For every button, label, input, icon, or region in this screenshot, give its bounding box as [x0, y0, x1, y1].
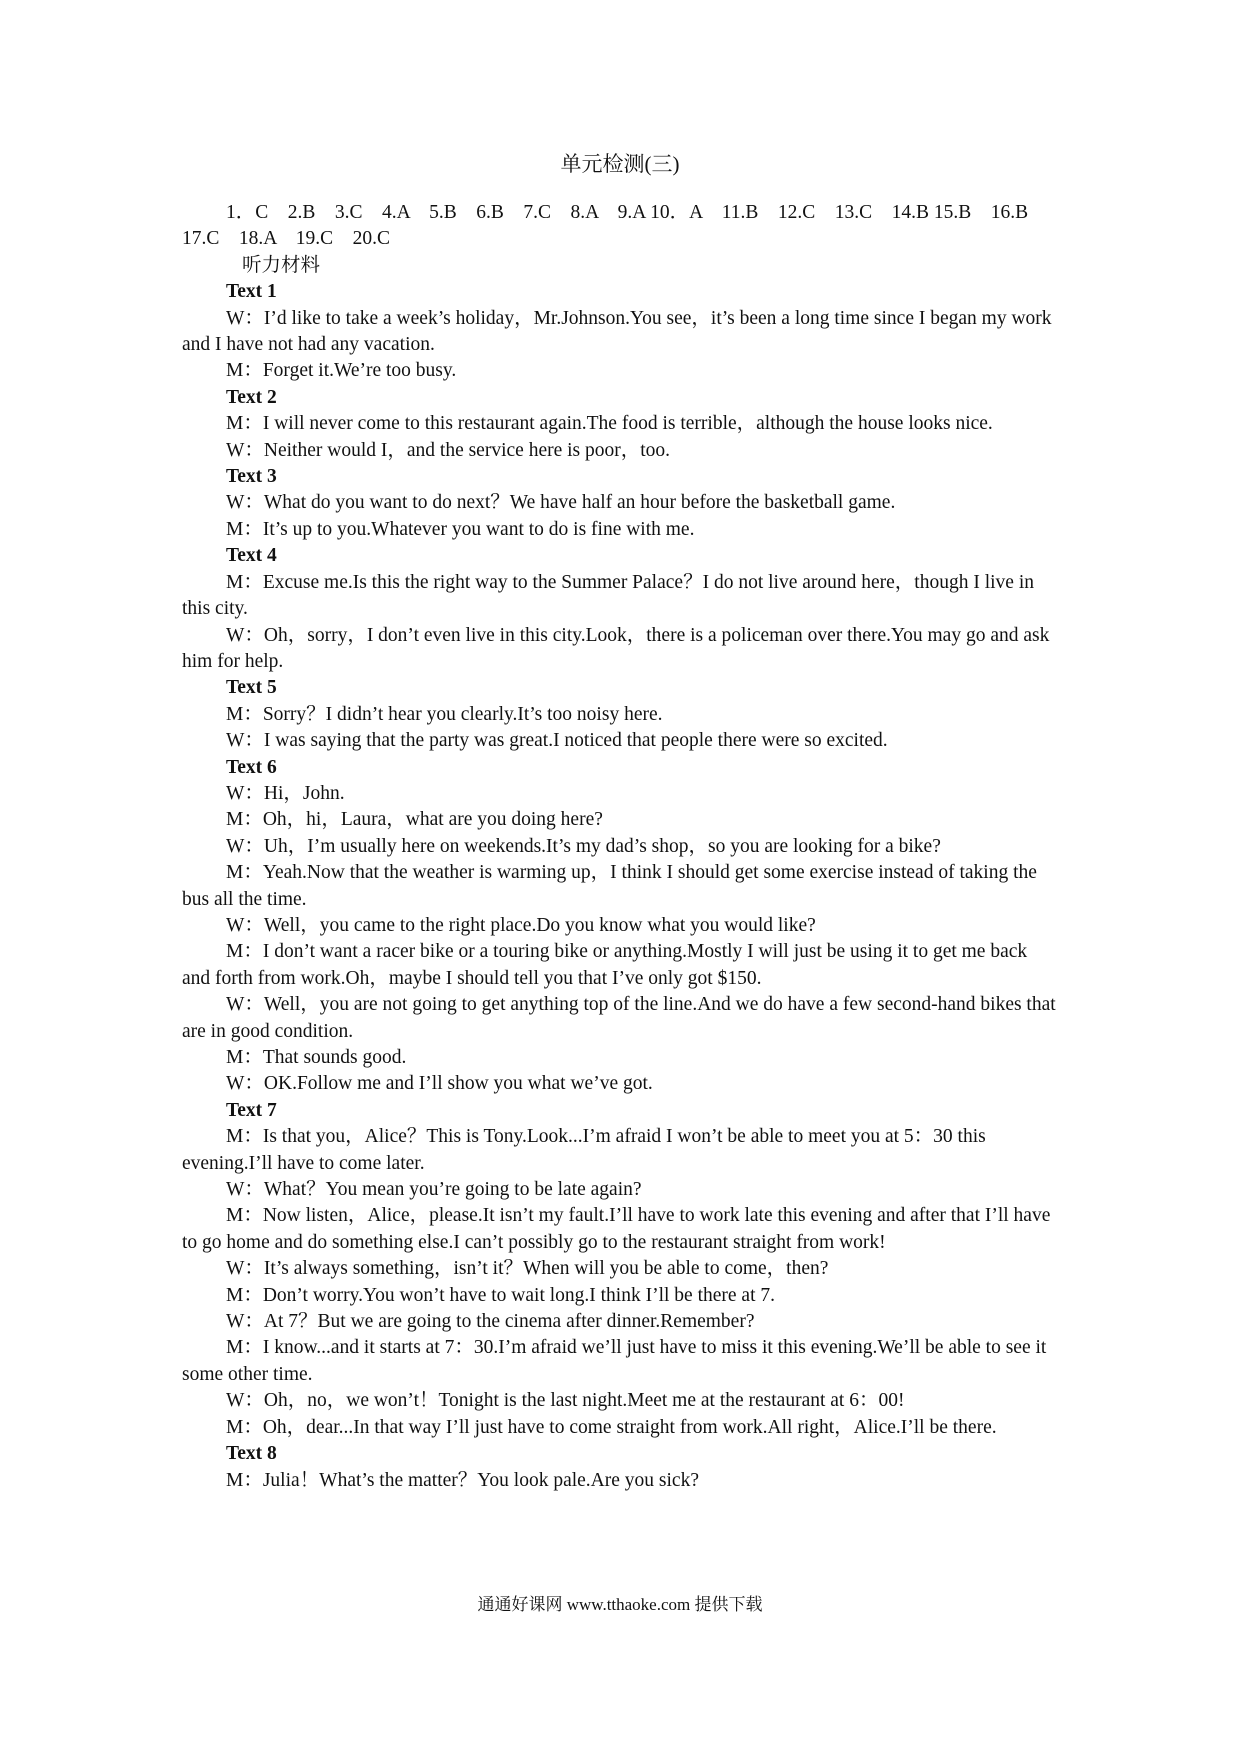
dialogue-line: M：I don’t want a racer bike or a touring bike or anything.Mostly I will just be using it to get me back and forth from work.Oh，maybe I should tell you that I’ve only got $150. — [182, 941, 1028, 989]
dialogue-line: M：It’s up to you.Whatever you want to do is fine with me. — [226, 518, 695, 540]
text-heading: Text 2 — [226, 386, 277, 408]
text-heading: Text 1 — [226, 281, 277, 303]
answer-key: 1．C 2.B 3.C 4.A 5.B 6.B 7.C 8.A 9.A 10．A 11.B 12.C 13.C 14.B 15.B 16.B 17.C 18.A 19.C 20.C — [182, 202, 1048, 250]
transcript — [182, 279, 1059, 1494]
dialogue-line: W：Oh，no，we won’t！Tonight is the last night.Meet me at the restaurant at 6：00! — [226, 1390, 905, 1412]
document-body — [182, 200, 1059, 1494]
dialogue-line: M：Oh，hi，Laura，what are you doing here? — [226, 809, 603, 831]
dialogue-line: W：What？You mean you’re going to be late again? — [226, 1179, 642, 1201]
text-heading: Text 7 — [226, 1099, 277, 1121]
dialogue-line: W：Well，you are not going to get anything top of the line.And we do have a few second-hand bikes that are in good condition. — [182, 994, 1056, 1042]
listening-heading: 听力材料 — [242, 254, 321, 276]
dialogue-line: M：That sounds good. — [226, 1047, 407, 1068]
dialogue-line: M：Don’t worry.You won’t have to wait long.I think I’ll be there at 7. — [226, 1284, 775, 1306]
page-footer: 通通好课网 www.tthaoke.com 提供下载 — [477, 1595, 763, 1614]
dialogue-line: W：What do you want to do next？We have half an hour before the basketball game. — [226, 492, 896, 514]
text-heading: Text 3 — [226, 466, 277, 488]
dialogue-line: M：I know...and it starts at 7：30.I’m afraid we’ll just have to miss it this evening.We’ll be able to see it some other time. — [182, 1337, 1047, 1385]
page-title: 单元检测(三) — [560, 152, 680, 176]
text-heading: Text 8 — [226, 1443, 277, 1465]
dialogue-line: W：I was saying that the party was great.I noticed that people there were so excited. — [226, 730, 888, 752]
dialogue-line: W：At 7？But we are going to the cinema after dinner.Remember? — [226, 1311, 755, 1333]
dialogue-line: W：Uh，I’m usually here on weekends.It’s my dad’s shop，so you are looking for a bike? — [226, 835, 941, 857]
dialogue-line: M：I will never come to this restaurant again.The food is terrible，although the house looks nice. — [226, 413, 993, 435]
dialogue-line: M：Forget it.We’re too busy. — [226, 360, 457, 382]
dialogue-line: M：Excuse me.Is this the right way to the Summer Palace？I do not live around here，though I live in this city. — [182, 571, 1034, 620]
dialogue-line: W：Oh，sorry，I don’t even live in this city.Look，there is a policeman over there.You may go and ask him for help. — [182, 624, 1050, 672]
dialogue-line: W：Well，you came to the right place.Do you know what you would like? — [226, 914, 816, 936]
dialogue-line: M：Yeah.Now that the weather is warming up，I think I should get some exercise instead of taking the bus all the time. — [182, 862, 1037, 910]
dialogue-line: W：OK.Follow me and I’ll show you what we’ve got. — [226, 1073, 653, 1095]
dialogue-line: W：Neither would I，and the service here is poor，too. — [226, 439, 671, 461]
dialogue-line: M：Sorry？I didn’t hear you clearly.It’s too noisy here. — [226, 703, 663, 725]
dialogue-line: M：Julia！What’s the matter？You look pale.Are you sick? — [226, 1469, 699, 1491]
dialogue-line: W：I’d like to take a week’s holiday，Mr.Johnson.You see，it’s been a long time since I began my work and I have not had any vacation. — [182, 307, 1052, 356]
dialogue-line: M：Is that you，Alice？This is Tony.Look...I’m afraid I won’t be able to meet you at 5：30 this evening.I’ll have to come later. — [182, 1126, 986, 1174]
dialogue-line: W：It’s always something，isn’t it？When will you be able to come，then? — [226, 1258, 829, 1280]
text-heading: Text 6 — [226, 756, 277, 778]
dialogue-line: M：Oh，dear...In that way I’ll just have to come straight from work.All right，Alice.I’ll be there. — [226, 1416, 997, 1438]
text-heading: Text 5 — [226, 677, 277, 699]
dialogue-line: W：Hi，John. — [226, 782, 345, 804]
text-heading: Text 4 — [226, 545, 277, 567]
dialogue-line: M：Now listen，Alice，please.It isn’t my fault.I’ll have to work late this evening and after that I’ll have to go home and do something else.I can’t possibly go to the restaurant straight from work! — [182, 1205, 1051, 1253]
